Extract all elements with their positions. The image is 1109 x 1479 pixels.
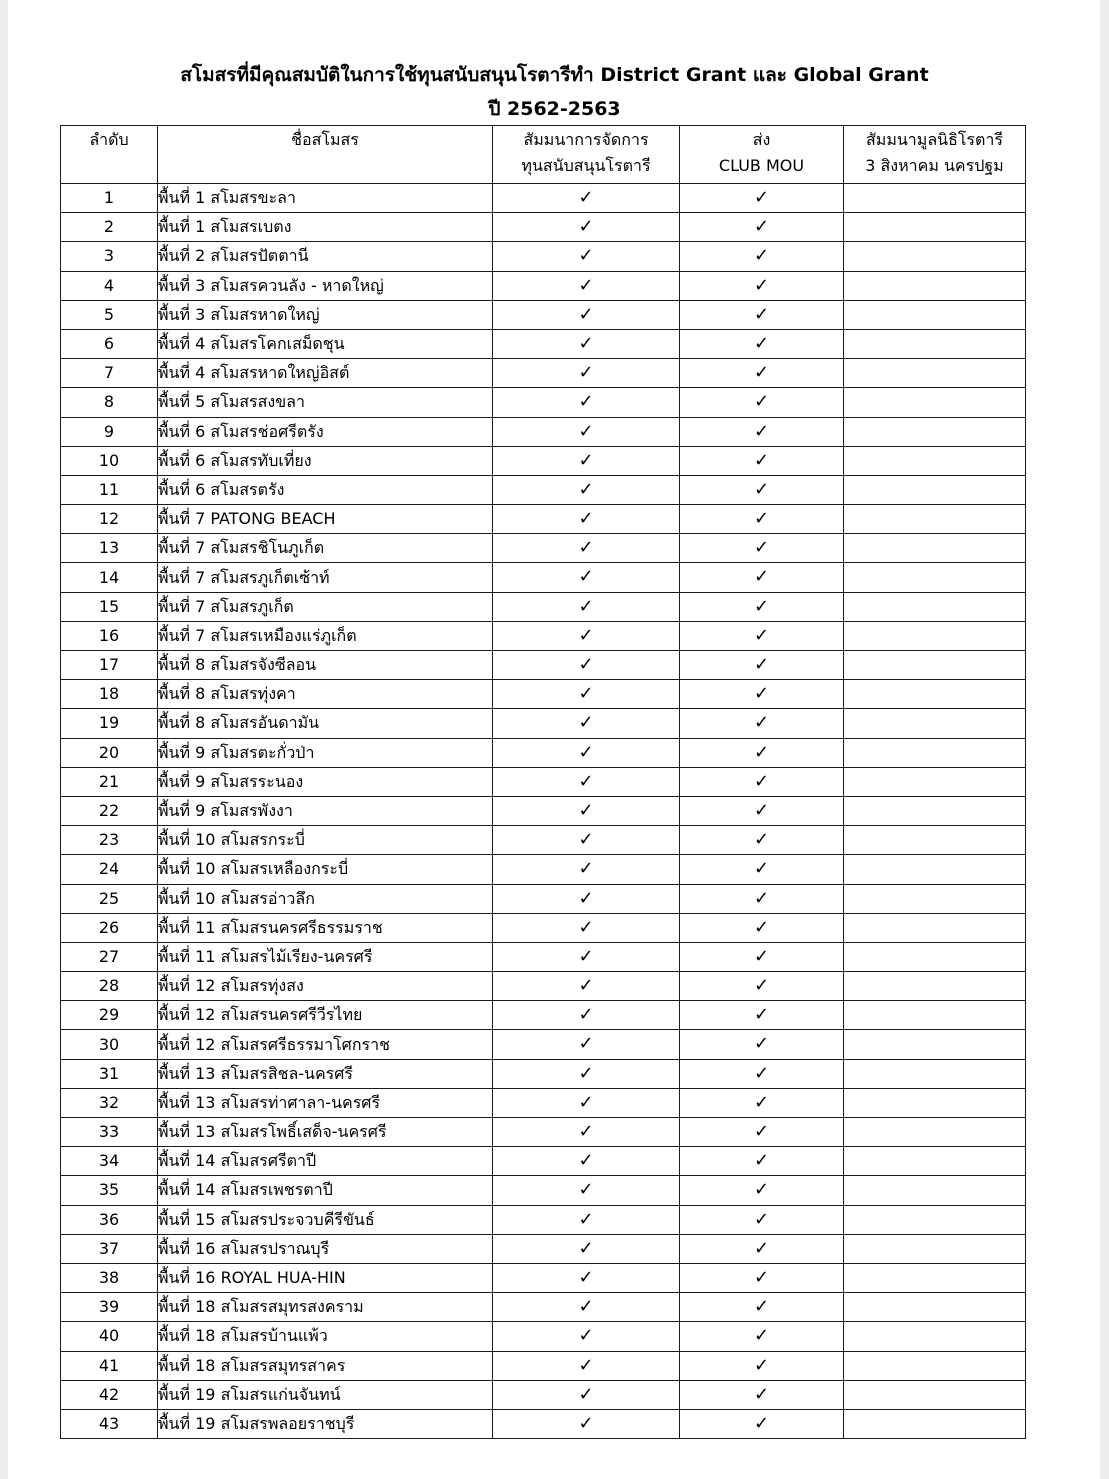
mou-check-icon: ✓ [680, 300, 844, 329]
row-number: 18 [61, 680, 158, 709]
mou-check-icon: ✓ [680, 651, 844, 680]
row-number: 13 [61, 534, 158, 563]
foundation-check-cell [844, 329, 1026, 358]
table-row [61, 505, 1026, 534]
seminar-check-icon: ✓ [493, 1001, 680, 1030]
mou-check-icon: ✓ [680, 796, 844, 825]
club-name: พื้นที่ 9 สโมสรพังงา [158, 796, 493, 825]
seminar-check-icon: ✓ [493, 826, 680, 855]
row-number: 15 [61, 592, 158, 621]
table-row [61, 213, 1026, 242]
row-number: 20 [61, 738, 158, 767]
club-name: พื้นที่ 7 PATONG BEACH [158, 505, 493, 534]
table-row [61, 826, 1026, 855]
row-number: 3 [61, 242, 158, 271]
row-number: 19 [61, 709, 158, 738]
foundation-check-cell [844, 1001, 1026, 1030]
table-row [61, 475, 1026, 504]
row-number: 4 [61, 271, 158, 300]
row-number: 23 [61, 826, 158, 855]
club-name: พื้นที่ 8 สโมสรทุ่งคา [158, 680, 493, 709]
table-row [61, 942, 1026, 971]
seminar-check-icon: ✓ [493, 855, 680, 884]
seminar-check-icon: ✓ [493, 1380, 680, 1409]
mou-check-icon: ✓ [680, 417, 844, 446]
foundation-check-cell [844, 242, 1026, 271]
row-number: 33 [61, 1118, 158, 1147]
mou-check-icon: ✓ [680, 1088, 844, 1117]
club-name: พื้นที่ 11 สโมสรไม้เรียง-นครศรี [158, 942, 493, 971]
mou-check-icon: ✓ [680, 534, 844, 563]
row-number: 2 [61, 213, 158, 242]
row-number: 28 [61, 972, 158, 1001]
mou-check-icon: ✓ [680, 242, 844, 271]
seminar-check-icon: ✓ [493, 1322, 680, 1351]
mou-check-icon: ✓ [680, 826, 844, 855]
seminar-check-icon: ✓ [493, 388, 680, 417]
club-name: พื้นที่ 14 สโมสรเพชรตาปี [158, 1176, 493, 1205]
club-name: พื้นที่ 16 สโมสรปราณบุรี [158, 1234, 493, 1263]
foundation-check-cell [844, 1147, 1026, 1176]
seminar-check-icon: ✓ [493, 184, 680, 213]
foundation-check-cell [844, 1118, 1026, 1147]
table-row [61, 1118, 1026, 1147]
club-name: พื้นที่ 13 สโมสรโพธิ์เสด็จ-นครศรี [158, 1118, 493, 1147]
club-name: พื้นที่ 3 สโมสรหาดใหญ่ [158, 300, 493, 329]
row-number: 25 [61, 884, 158, 913]
mou-check-icon: ✓ [680, 475, 844, 504]
foundation-check-cell [844, 417, 1026, 446]
table-row [61, 1409, 1026, 1438]
row-number: 39 [61, 1293, 158, 1322]
foundation-check-cell [844, 796, 1026, 825]
table-row [61, 1176, 1026, 1205]
mou-check-icon: ✓ [680, 1351, 844, 1380]
table-header-row [61, 126, 1026, 184]
row-number: 29 [61, 1001, 158, 1030]
foundation-check-cell [844, 1409, 1026, 1438]
table-row [61, 1088, 1026, 1117]
table-row [61, 621, 1026, 650]
foundation-check-cell [844, 709, 1026, 738]
row-number: 27 [61, 942, 158, 971]
table-row [61, 1351, 1026, 1380]
table-row [61, 388, 1026, 417]
seminar-check-icon: ✓ [493, 942, 680, 971]
foundation-check-cell [844, 1234, 1026, 1263]
seminar-check-icon: ✓ [493, 1409, 680, 1438]
club-name: พื้นที่ 10 สโมสรเหลืองกระบี่ [158, 855, 493, 884]
club-name: พื้นที่ 6 สโมสรช่อศรีตรัง [158, 417, 493, 446]
table-row [61, 1030, 1026, 1059]
foundation-check-cell [844, 1205, 1026, 1234]
club-name: พื้นที่ 13 สโมสรท่าศาลา-นครศรี [158, 1088, 493, 1117]
mou-check-icon: ✓ [680, 942, 844, 971]
table-row [61, 1293, 1026, 1322]
header-grant-seminar: สัมมนาการจัดการ ทุนสนับสนุนโรตารี [493, 126, 680, 184]
row-number: 21 [61, 767, 158, 796]
foundation-check-cell [844, 1351, 1026, 1380]
foundation-check-cell [844, 680, 1026, 709]
mou-check-icon: ✓ [680, 184, 844, 213]
club-name: พื้นที่ 9 สโมสรระนอง [158, 767, 493, 796]
table-row [61, 709, 1026, 738]
table-row [61, 1234, 1026, 1263]
row-number: 17 [61, 651, 158, 680]
club-name: พื้นที่ 12 สโมสรศรีธรรมาโศกราช [158, 1030, 493, 1059]
mou-check-icon: ✓ [680, 1205, 844, 1234]
seminar-check-icon: ✓ [493, 1118, 680, 1147]
row-number: 40 [61, 1322, 158, 1351]
foundation-check-cell [844, 942, 1026, 971]
table-body [61, 184, 1026, 1439]
seminar-check-icon: ✓ [493, 1293, 680, 1322]
row-number: 12 [61, 505, 158, 534]
foundation-check-cell [844, 184, 1026, 213]
row-number: 7 [61, 359, 158, 388]
row-number: 43 [61, 1409, 158, 1438]
foundation-check-cell [844, 1088, 1026, 1117]
row-number: 36 [61, 1205, 158, 1234]
foundation-check-cell [844, 592, 1026, 621]
club-name: พื้นที่ 7 สโมสรชิโนภูเก็ต [158, 534, 493, 563]
table-row [61, 884, 1026, 913]
foundation-check-cell [844, 1176, 1026, 1205]
seminar-check-icon: ✓ [493, 213, 680, 242]
row-number: 9 [61, 417, 158, 446]
seminar-check-icon: ✓ [493, 534, 680, 563]
mou-check-icon: ✓ [680, 1380, 844, 1409]
mou-check-icon: ✓ [680, 1059, 844, 1088]
table-row [61, 184, 1026, 213]
club-name: พื้นที่ 10 สโมสรกระบี่ [158, 826, 493, 855]
header-club-name: ชื่อสโมสร [158, 126, 493, 184]
club-name: พื้นที่ 16 ROYAL HUA-HIN [158, 1263, 493, 1292]
foundation-check-cell [844, 972, 1026, 1001]
row-number: 35 [61, 1176, 158, 1205]
row-number: 37 [61, 1234, 158, 1263]
mou-check-icon: ✓ [680, 505, 844, 534]
table-row [61, 1001, 1026, 1030]
foundation-check-cell [844, 1322, 1026, 1351]
table-row [61, 1147, 1026, 1176]
foundation-check-cell [844, 826, 1026, 855]
foundation-check-cell [844, 475, 1026, 504]
row-number: 14 [61, 563, 158, 592]
club-name: พื้นที่ 3 สโมสรควนลัง - หาดใหญ่ [158, 271, 493, 300]
table-row [61, 592, 1026, 621]
mou-check-icon: ✓ [680, 446, 844, 475]
seminar-check-icon: ✓ [493, 1088, 680, 1117]
club-name: พื้นที่ 14 สโมสรศรีตาปี [158, 1147, 493, 1176]
table-row [61, 563, 1026, 592]
seminar-check-icon: ✓ [493, 767, 680, 796]
club-name: พื้นที่ 18 สโมสรบ้านแพ้ว [158, 1322, 493, 1351]
table-row [61, 1205, 1026, 1234]
seminar-check-icon: ✓ [493, 738, 680, 767]
foundation-check-cell [844, 1380, 1026, 1409]
foundation-check-cell [844, 388, 1026, 417]
row-number: 24 [61, 855, 158, 884]
mou-check-icon: ✓ [680, 621, 844, 650]
table-row [61, 359, 1026, 388]
club-name: พื้นที่ 12 สโมสรทุ่งสง [158, 972, 493, 1001]
seminar-check-icon: ✓ [493, 1205, 680, 1234]
mou-check-icon: ✓ [680, 767, 844, 796]
seminar-check-icon: ✓ [493, 417, 680, 446]
seminar-check-icon: ✓ [493, 1234, 680, 1263]
row-number: 38 [61, 1263, 158, 1292]
club-name: พื้นที่ 7 สโมสรภูเก็ตเซ้าท์ [158, 563, 493, 592]
row-number: 16 [61, 621, 158, 650]
foundation-check-cell [844, 767, 1026, 796]
foundation-check-cell [844, 213, 1026, 242]
club-name: พื้นที่ 15 สโมสรประจวบคีรีขันธ์ [158, 1205, 493, 1234]
club-name: พื้นที่ 13 สโมสรสิชล-นครศรี [158, 1059, 493, 1088]
club-name: พื้นที่ 5 สโมสรสงขลา [158, 388, 493, 417]
row-number: 1 [61, 184, 158, 213]
mou-check-icon: ✓ [680, 1234, 844, 1263]
mou-check-icon: ✓ [680, 972, 844, 1001]
header-foundation-seminar: สัมมนามูลนิธิโรตารี 3 สิงหาคม นครปฐม [844, 126, 1026, 184]
seminar-check-icon: ✓ [493, 329, 680, 358]
club-name: พื้นที่ 8 สโมสรจังซีลอน [158, 651, 493, 680]
mou-check-icon: ✓ [680, 1118, 844, 1147]
foundation-check-cell [844, 1263, 1026, 1292]
seminar-check-icon: ✓ [493, 446, 680, 475]
foundation-check-cell [844, 563, 1026, 592]
table-row [61, 329, 1026, 358]
club-name: พื้นที่ 6 สโมสรตรัง [158, 475, 493, 504]
foundation-check-cell [844, 621, 1026, 650]
table-row [61, 446, 1026, 475]
table-row [61, 913, 1026, 942]
table-row [61, 1380, 1026, 1409]
club-name: พื้นที่ 12 สโมสรนครศรีวีรไทย [158, 1001, 493, 1030]
club-name: พื้นที่ 18 สโมสรสมุทรสงคราม [158, 1293, 493, 1322]
mou-check-icon: ✓ [680, 1263, 844, 1292]
header-club-mou: ส่ง CLUB MOU [680, 126, 844, 184]
seminar-check-icon: ✓ [493, 913, 680, 942]
foundation-check-cell [844, 1030, 1026, 1059]
row-number: 22 [61, 796, 158, 825]
row-number: 11 [61, 475, 158, 504]
foundation-check-cell [844, 651, 1026, 680]
seminar-check-icon: ✓ [493, 242, 680, 271]
seminar-check-icon: ✓ [493, 972, 680, 1001]
foundation-check-cell [844, 884, 1026, 913]
mou-check-icon: ✓ [680, 592, 844, 621]
row-number: 8 [61, 388, 158, 417]
seminar-check-icon: ✓ [493, 680, 680, 709]
club-name: พื้นที่ 7 สโมสรเหมืองแร่ภูเก็ต [158, 621, 493, 650]
mou-check-icon: ✓ [680, 913, 844, 942]
foundation-check-cell [844, 534, 1026, 563]
seminar-check-icon: ✓ [493, 1030, 680, 1059]
seminar-check-icon: ✓ [493, 505, 680, 534]
mou-check-icon: ✓ [680, 271, 844, 300]
seminar-check-icon: ✓ [493, 1147, 680, 1176]
table-row [61, 651, 1026, 680]
foundation-check-cell [844, 271, 1026, 300]
mou-check-icon: ✓ [680, 1322, 844, 1351]
document-year: ปี 2562-2563 [488, 98, 621, 120]
row-number: 34 [61, 1147, 158, 1176]
clubs-table [60, 125, 1026, 1439]
club-name: พื้นที่ 10 สโมสรอ่าวลึก [158, 884, 493, 913]
seminar-check-icon: ✓ [493, 563, 680, 592]
seminar-check-icon: ✓ [493, 271, 680, 300]
club-name: พื้นที่ 18 สโมสรสมุทรสาคร [158, 1351, 493, 1380]
seminar-check-icon: ✓ [493, 1176, 680, 1205]
club-name: พื้นที่ 6 สโมสรทับเที่ยง [158, 446, 493, 475]
mou-check-icon: ✓ [680, 359, 844, 388]
foundation-check-cell [844, 1293, 1026, 1322]
club-name: พื้นที่ 4 สโมสรโคกเสม็ดชุน [158, 329, 493, 358]
seminar-check-icon: ✓ [493, 884, 680, 913]
mou-check-icon: ✓ [680, 1176, 844, 1205]
club-name: พื้นที่ 19 สโมสรแก่นจันทน์ [158, 1380, 493, 1409]
club-name: พื้นที่ 1 สโมสรขะลา [158, 184, 493, 213]
table-row [61, 1059, 1026, 1088]
mou-check-icon: ✓ [680, 1293, 844, 1322]
mou-check-icon: ✓ [680, 1147, 844, 1176]
seminar-check-icon: ✓ [493, 300, 680, 329]
mou-check-icon: ✓ [680, 884, 844, 913]
foundation-check-cell [844, 505, 1026, 534]
seminar-check-icon: ✓ [493, 475, 680, 504]
row-number: 10 [61, 446, 158, 475]
table-row [61, 242, 1026, 271]
seminar-check-icon: ✓ [493, 1263, 680, 1292]
mou-check-icon: ✓ [680, 738, 844, 767]
mou-check-icon: ✓ [680, 388, 844, 417]
mou-check-icon: ✓ [680, 1001, 844, 1030]
foundation-check-cell [844, 855, 1026, 884]
foundation-check-cell [844, 913, 1026, 942]
table-row [61, 680, 1026, 709]
seminar-check-icon: ✓ [493, 621, 680, 650]
foundation-check-cell [844, 446, 1026, 475]
mou-check-icon: ✓ [680, 855, 844, 884]
foundation-check-cell [844, 1059, 1026, 1088]
mou-check-icon: ✓ [680, 563, 844, 592]
club-name: พื้นที่ 8 สโมสรอันดามัน [158, 709, 493, 738]
row-number: 6 [61, 329, 158, 358]
foundation-check-cell [844, 300, 1026, 329]
header-no: ลำดับ [61, 126, 158, 184]
club-name: พื้นที่ 2 สโมสรปัตตานี [158, 242, 493, 271]
seminar-check-icon: ✓ [493, 796, 680, 825]
club-name: พื้นที่ 7 สโมสรภูเก็ต [158, 592, 493, 621]
mou-check-icon: ✓ [680, 680, 844, 709]
seminar-check-icon: ✓ [493, 1059, 680, 1088]
table-row [61, 1263, 1026, 1292]
mou-check-icon: ✓ [680, 1409, 844, 1438]
seminar-check-icon: ✓ [493, 359, 680, 388]
club-name: พื้นที่ 11 สโมสรนครศรีธรรมราช [158, 913, 493, 942]
mou-check-icon: ✓ [680, 709, 844, 738]
seminar-check-icon: ✓ [493, 651, 680, 680]
row-number: 26 [61, 913, 158, 942]
row-number: 30 [61, 1030, 158, 1059]
table-row [61, 738, 1026, 767]
table-row [61, 855, 1026, 884]
row-number: 32 [61, 1088, 158, 1117]
row-number: 42 [61, 1380, 158, 1409]
row-number: 31 [61, 1059, 158, 1088]
row-number: 5 [61, 300, 158, 329]
club-name: พื้นที่ 1 สโมสรเบตง [158, 213, 493, 242]
table-row [61, 417, 1026, 446]
mou-check-icon: ✓ [680, 1030, 844, 1059]
club-name: พื้นที่ 19 สโมสรพลอยราชบุรี [158, 1409, 493, 1438]
row-number: 41 [61, 1351, 158, 1380]
table-row [61, 1322, 1026, 1351]
table-row [61, 972, 1026, 1001]
mou-check-icon: ✓ [680, 329, 844, 358]
table-row [61, 271, 1026, 300]
table-row [61, 796, 1026, 825]
table-row [61, 300, 1026, 329]
table-row [61, 767, 1026, 796]
club-name: พื้นที่ 4 สโมสรหาดใหญ่อิสต์ [158, 359, 493, 388]
foundation-check-cell [844, 359, 1026, 388]
seminar-check-icon: ✓ [493, 592, 680, 621]
document-title: สโมสรที่มีคุณสมบัติในการใช้ทุนสนับสนุนโรตารีทำ District Grant และ Global Grant [180, 64, 929, 86]
mou-check-icon: ✓ [680, 213, 844, 242]
club-name: พื้นที่ 9 สโมสรตะกั่วป่า [158, 738, 493, 767]
foundation-check-cell [844, 738, 1026, 767]
seminar-check-icon: ✓ [493, 1351, 680, 1380]
table-row [61, 534, 1026, 563]
seminar-check-icon: ✓ [493, 709, 680, 738]
